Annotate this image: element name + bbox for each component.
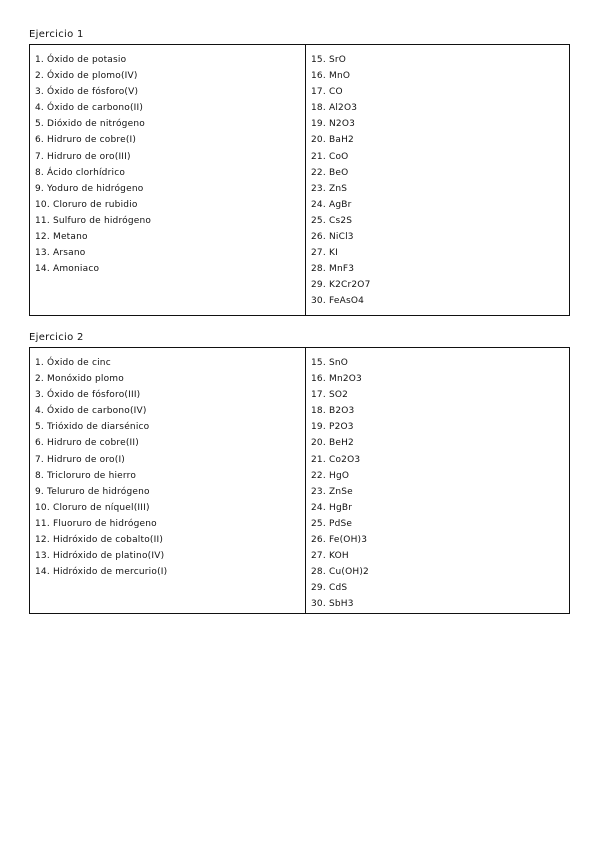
exercise-1-item: 4. Óxido de carbono(II) (35, 103, 144, 114)
exercise-1-item: 24. AgBr (311, 199, 352, 210)
exercise-1-item: 19. N2O3 (311, 119, 356, 130)
exercise-2-item: 26. Fe(OH)3 (311, 535, 368, 546)
exercise-2-item: 1. Óxido de cinc (35, 358, 111, 368)
exercise-1-item: 18. Al2O3 (311, 103, 358, 114)
exercise-2 (29, 331, 570, 614)
exercise-2-item: 10. Cloruro de níquel(III) (35, 502, 150, 513)
exercise-1-item: 27. KI (311, 248, 338, 259)
exercise-1-table (29, 44, 570, 316)
exercise-2-item: 19. P2O3 (311, 422, 354, 433)
exercise-2-item: 14. Hidróxido de mercurio(I) (35, 567, 168, 578)
exercise-2-item-list (35, 355, 305, 580)
exercise-2-item: 20. BeH2 (311, 438, 354, 449)
exercise-1-item: 20. BaH2 (311, 135, 354, 146)
exercise-2-item: 9. Telururo de hidrógeno (35, 486, 150, 497)
exercise-1-item: 8. Ácido clorhídrico (35, 167, 126, 178)
exercise-1-item: 30. FeAsO4 (311, 296, 365, 307)
exercise-1-item: 9. Yoduro de hidrógeno (35, 183, 144, 194)
exercise-2-item: 21. Co2O3 (311, 454, 361, 465)
exercise-2-table (29, 347, 570, 614)
exercise-2-item-list (311, 355, 569, 613)
exercise-2-item: 30. SbH3 (311, 599, 354, 610)
exercise-1-item-list (311, 52, 569, 310)
exercise-2-item: 11. Fluoruro de hidrógeno (35, 518, 157, 529)
exercise-1-item: 23. ZnS (311, 183, 348, 194)
exercise-1-item: 26. NiCl3 (311, 232, 354, 243)
exercise-2-item: 5. Trióxido de diarsénico (35, 422, 150, 433)
exercise-1-item: 16. MnO (311, 71, 351, 82)
exercise-2-item: 24. HgBr (311, 502, 353, 513)
exercise-2-item: 25. PdSe (311, 518, 353, 529)
exercise-1-item: 13. Arsano (35, 248, 86, 259)
exercise-1-title: Ejercicio 1 (29, 29, 84, 40)
exercise-2-item: 12. Hidróxido de cobalto(II) (35, 535, 164, 546)
exercise-1-item: 5. Dióxido de nitrógeno (35, 119, 145, 130)
exercise-1-item: 17. CO (311, 87, 343, 98)
exercise-2-right-column (306, 348, 570, 614)
exercise-1-item: 29. K2Cr2O7 (311, 280, 371, 291)
exercise-2-item: 29. CdS (311, 583, 348, 594)
exercise-1-item: 1. Óxido de potasio (35, 55, 127, 65)
exercise-1-item-list (35, 52, 305, 277)
exercise-1-item: 22. BeO (311, 167, 349, 178)
exercise-1-item: 7. Hidruro de oro(III) (35, 151, 131, 162)
exercise-2-item: 2. Monóxido plomo (35, 374, 124, 385)
exercise-2-item: 27. KOH (311, 551, 349, 562)
exercise-1-item: 3. Óxido de fósforo(V) (35, 87, 139, 98)
exercise-2-item: 4. Óxido de carbono(IV) (35, 406, 147, 417)
exercise-2-item: 22. HgO (311, 470, 350, 481)
exercise-1-item: 11. Sulfuro de hidrógeno (35, 215, 152, 226)
exercise-1-item: 21. CoO (311, 151, 349, 162)
exercise-2-item: 6. Hidruro de cobre(II) (35, 438, 139, 449)
exercise-2-item: 16. Mn2O3 (311, 374, 362, 385)
exercise-1-right-column (306, 45, 570, 316)
exercise-1 (29, 28, 570, 316)
exercise-1-item: 14. Amoniaco (35, 264, 100, 275)
exercise-2-item: 7. Hidruro de oro(I) (35, 454, 126, 465)
exercise-1-item: 15. SrO (311, 55, 347, 65)
exercise-1-item: 2. Óxido de plomo(IV) (35, 71, 138, 82)
exercise-2-item: 8. Tricloruro de hierro (35, 470, 137, 481)
exercise-1-left-column (30, 45, 306, 316)
exercise-2-item: 28. Cu(OH)2 (311, 567, 369, 578)
exercise-1-item: 25. Cs2S (311, 215, 353, 226)
exercise-1-item: 6. Hidruro de cobre(I) (35, 135, 137, 146)
exercise-1-item: 12. Metano (35, 232, 88, 243)
exercise-2-item: 15. SnO (311, 358, 349, 368)
exercise-2-item: 17. SO2 (311, 390, 349, 401)
exercise-2-title: Ejercicio 2 (29, 332, 84, 343)
exercise-1-item: 10. Cloruro de rubidio (35, 199, 138, 210)
exercise-2-item: 23. ZnSe (311, 486, 353, 497)
exercise-2-item: 3. Óxido de fósforo(III) (35, 390, 141, 401)
exercise-2-item: 18. B2O3 (311, 406, 355, 417)
exercise-2-left-column (30, 348, 306, 614)
exercise-1-item: 28. MnF3 (311, 264, 355, 275)
exercise-2-item: 13. Hidróxido de platino(IV) (35, 551, 165, 562)
